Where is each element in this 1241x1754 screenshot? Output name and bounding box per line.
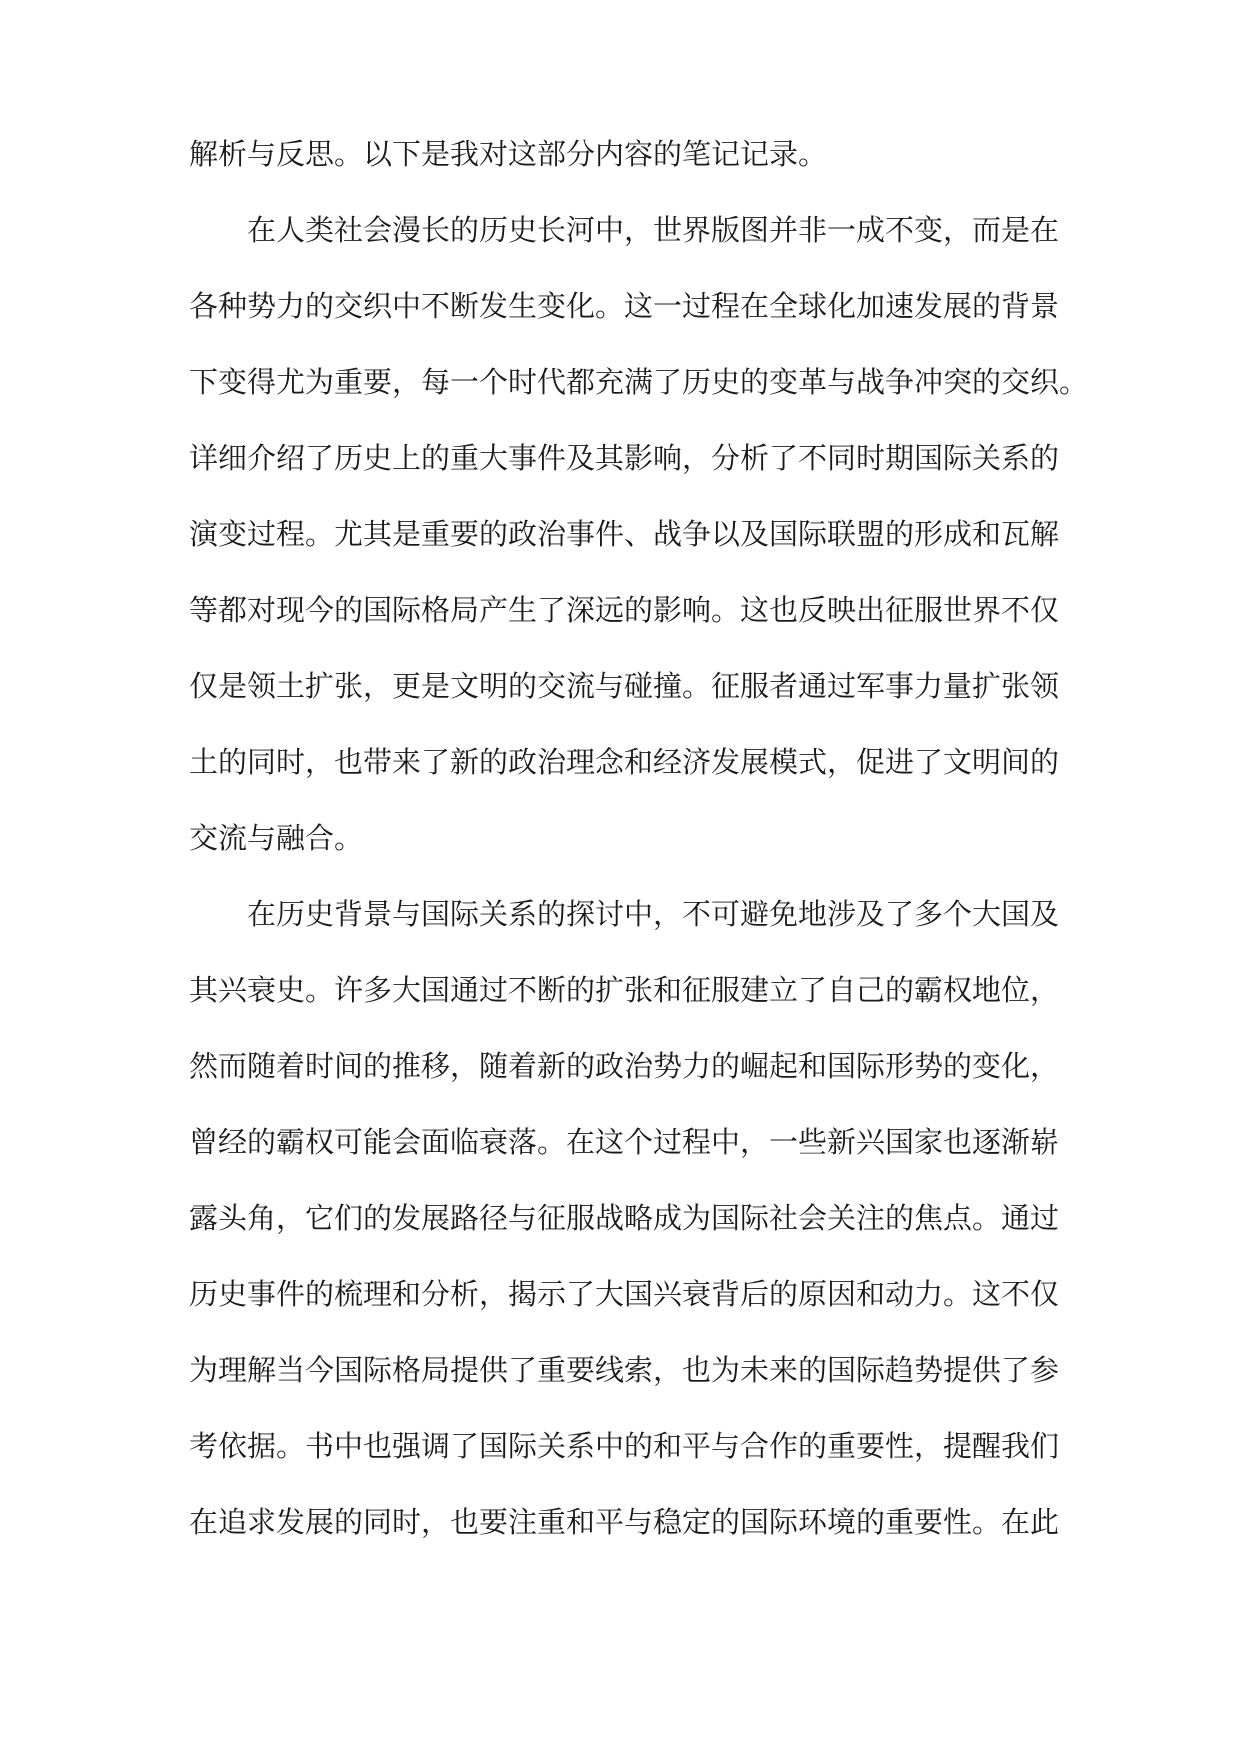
- paragraph-2-line: 在追求发展的同时，也要注重和平与稳定的国际环境的重要性。在此: [189, 1505, 1060, 1539]
- document-body: [189, 116, 1089, 1560]
- paragraph-2-line: 在历史背景与国际关系的探讨中，不可避免地涉及了多个大国及: [247, 897, 1060, 931]
- paragraph-1-line: 详细介绍了历史上的重大事件及其影响，分析了不同时期国际关系的: [189, 441, 1060, 475]
- paragraph-2-line: 然而随着时间的推移，随着新的政治势力的崛起和国际形势的变化，: [189, 1049, 1060, 1083]
- paragraph-1-line: 土的同时，也带来了新的政治理念和经济发展模式，促进了文明间的: [189, 745, 1060, 779]
- paragraph-2-line: 为理解当今国际格局提供了重要线索，也为未来的国际趋势提供了参: [189, 1353, 1060, 1387]
- paragraph-2-line: 露头角，它们的发展路径与征服战略成为国际社会关注的焦点。通过: [189, 1201, 1060, 1235]
- paragraph-2-line: 考依据。书中也强调了国际关系中的和平与合作的重要性，提醒我们: [189, 1429, 1060, 1463]
- intro-paragraph: [189, 116, 1053, 192]
- paragraph-1-line: 仅是领土扩张，更是文明的交流与碰撞。征服者通过军事力量扩张领: [189, 669, 1060, 703]
- paragraph-2: [189, 876, 1060, 1560]
- paragraph-1-line: 各种势力的交织中不断发生变化。这一过程在全球化加速发展的背景: [189, 289, 1060, 323]
- paragraph-1-line: 等都对现今的国际格局产生了深远的影响。这也反映出征服世界不仅: [189, 593, 1060, 627]
- paragraph-1-line: 在人类社会漫长的历史长河中，世界版图并非一成不变，而是在: [247, 213, 1060, 247]
- paragraph-1: [189, 192, 1089, 876]
- paragraph-1-line: 下变得尤为重要，每一个时代都充满了历史的变革与战争冲突的交织。: [189, 365, 1089, 399]
- paragraph-2-line: 曾经的霸权可能会面临衰落。在这个过程中，一些新兴国家也逐渐崭: [189, 1125, 1060, 1159]
- intro-line: 解析与反思。以下是我对这部分内容的笔记记录。: [189, 137, 828, 171]
- paragraph-1-line: 演变过程。尤其是重要的政治事件、战争以及国际联盟的形成和瓦解: [189, 517, 1060, 551]
- paragraph-1-line: 交流与融合。: [189, 821, 364, 855]
- paragraph-2-line: 历史事件的梳理和分析，揭示了大国兴衰背后的原因和动力。这不仅: [189, 1277, 1060, 1311]
- paragraph-2-line: 其兴衰史。许多大国通过不断的扩张和征服建立了自己的霸权地位，: [189, 973, 1060, 1007]
